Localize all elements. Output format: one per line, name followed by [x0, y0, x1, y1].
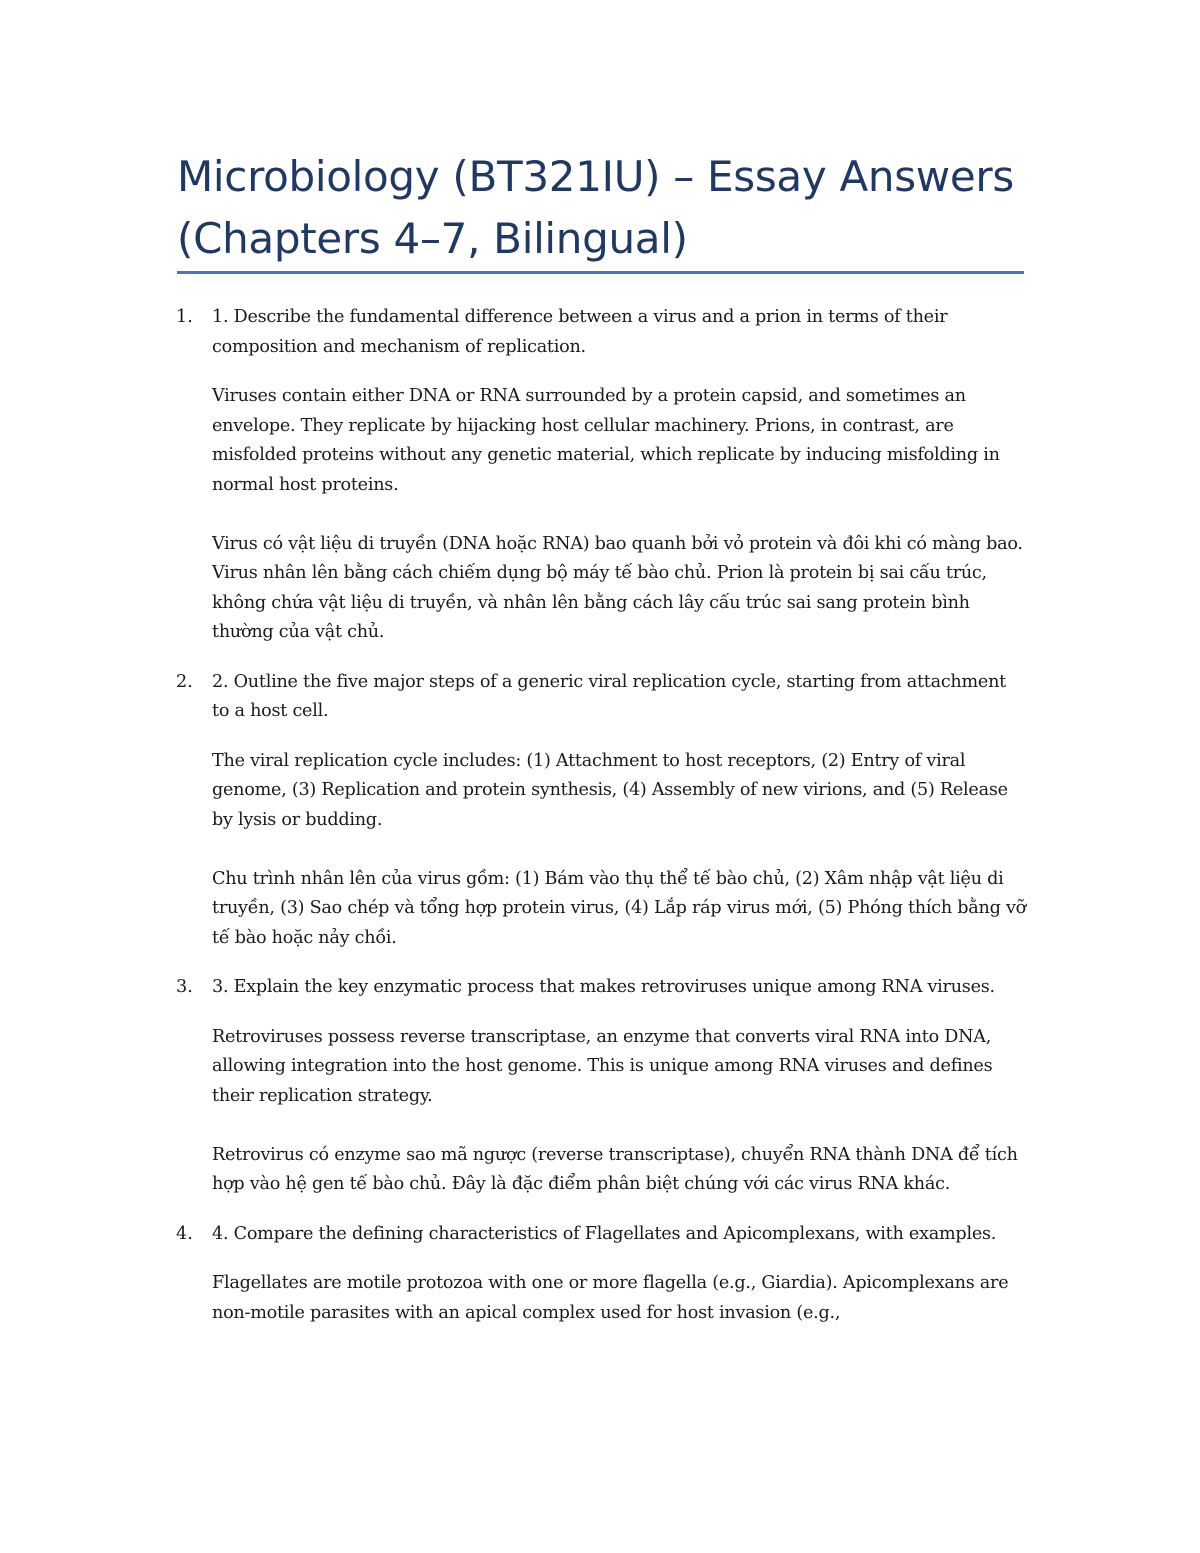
question-item-3	[0, 973, 1200, 1200]
question-body	[212, 973, 1027, 1200]
question-body	[212, 668, 1027, 954]
question-list	[0, 303, 1200, 1358]
question-prompt: 3. Explain the key enzymatic process that makes retroviruses unique among RNA viruses.	[212, 977, 995, 997]
question-number: 2.	[176, 671, 193, 692]
question-item-2	[0, 668, 1200, 954]
answer-english: Retroviruses possess reverse transcriptase, an enzyme that converts viral RNA into DNA, allowing integration into the host genome. This is unique among RNA viruses and defines their replication strategy.	[212, 1026, 993, 1106]
title-underline-rule	[177, 271, 1024, 274]
answer-vietnamese: Chu trình nhân lên của virus gồm: (1) Bám vào thụ thể tế bào chủ, (2) Xâm nhập vật liệu di truyền, (3) Sao chép và tổng hợp protein virus, (4) Lắp ráp virus mới, (5) Phóng thích bằng vỡ tế bào hoặc nảy chồi.	[212, 868, 1026, 948]
question-body	[212, 1220, 1027, 1329]
question-number: 3.	[176, 977, 193, 997]
question-prompt: 2. Outline the five major steps of a generic viral replication cycle, starting from attachment to a host cell.	[212, 671, 1006, 721]
answer-vietnamese: Virus có vật liệu di truyền (DNA hoặc RNA) bao quanh bởi vỏ protein và đôi khi có màng bao. Virus nhân lên bằng cách chiếm dụng bộ máy tế bào chủ. Prion là protein bị sai cấu trúc, không chứa vật liệu di truyền, và nhân lên bằng cách lây cấu trúc sai sang protein bình thường của vật chủ.	[212, 533, 1023, 642]
question-prompt: 1. Describe the fundamental difference between a virus and a prion in terms of their composition and mechanism of replication.	[212, 307, 948, 357]
question-prompt: 4. Compare the defining characteristics of Flagellates and Apicomplexans, with examples.	[212, 1223, 997, 1244]
answer-english: The viral replication cycle includes: (1) Attachment to host receptors, (2) Entry of viral genome, (3) Replication and protein synthesis, (4) Assembly of new virions, and (5) Release by lysis or budding.	[212, 750, 1008, 830]
question-item-1	[0, 303, 1200, 648]
question-number: 4.	[176, 1223, 193, 1244]
question-item-4	[0, 1220, 1200, 1329]
answer-vietnamese: Retrovirus có enzyme sao mã ngược (reverse transcriptase), chuyển RNA thành DNA để tích hợp vào hệ gen tế bào chủ. Đây là đặc điểm phân biệt chúng với các virus RNA khác.	[212, 1144, 1018, 1194]
answer-english: Viruses contain either DNA or RNA surrounded by a protein capsid, and sometimes an envelope. They replicate by hijacking host cellular machinery. Prions, in contrast, are misfolded proteins without any genetic material, which replicate by inducing misfolding in normal host proteins.	[212, 386, 1000, 495]
answer-english: Flagellates are motile protozoa with one or more flagella (e.g., Giardia). Apicomplexans are non-motile parasites with an apical complex used for host invasion (e.g.,	[212, 1273, 1009, 1323]
question-body	[212, 303, 1027, 648]
question-number: 1.	[176, 307, 193, 327]
document-title: Microbiology (BT321IU) – Essay Answers (Chapters 4–7, Bilingual)	[177, 152, 1014, 263]
